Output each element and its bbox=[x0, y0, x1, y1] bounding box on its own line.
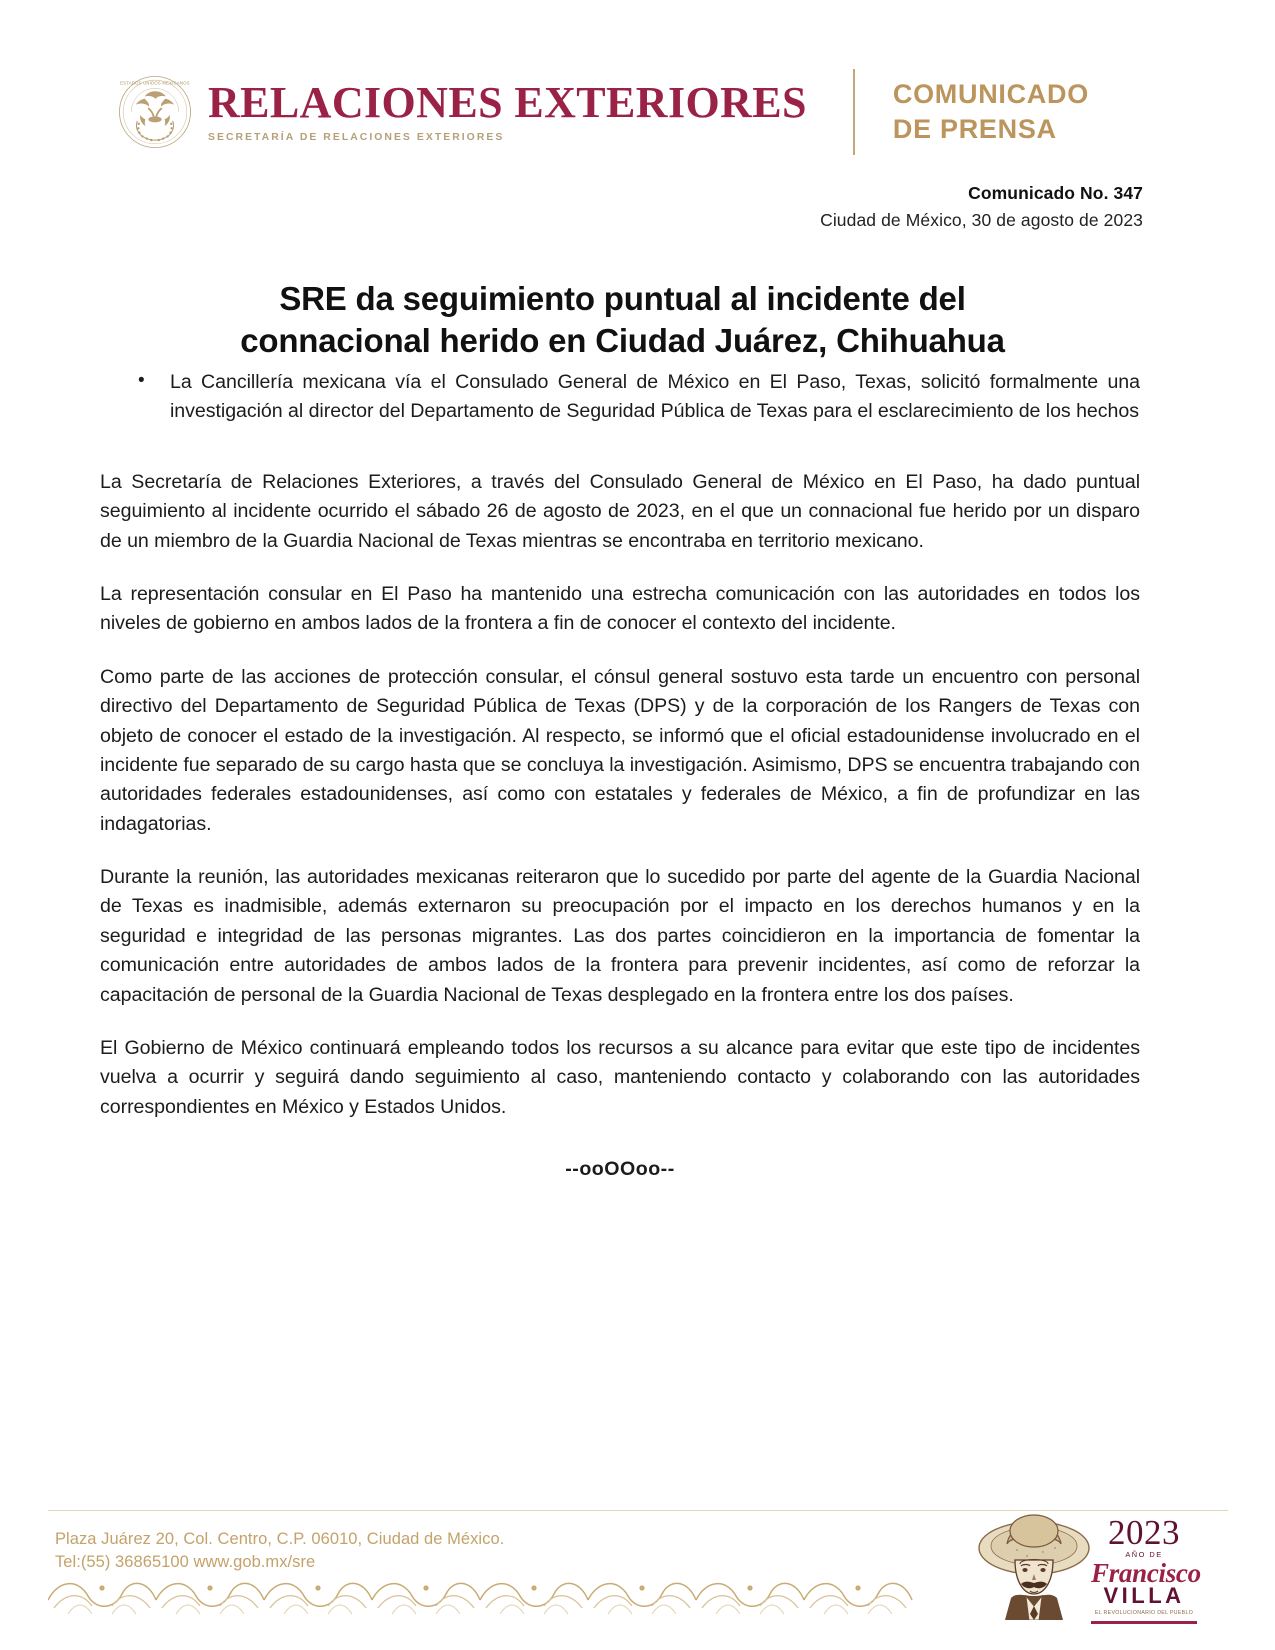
header-vertical-divider bbox=[853, 69, 855, 155]
villa-first-name: Francisco bbox=[1091, 1557, 1201, 1588]
communique-number: Comunicado No. 347 bbox=[968, 183, 1143, 203]
body-paragraph-4: Durante la reunión, las autoridades mexicanas reiteraron que lo sucedido por parte del agente de la Guardia Nacional de Texas es inadmisible, además externaron su preocupación por el impacto en los derechos humanos y en la seguridad e integridad de las personas migrantes. Las dos partes coincidieron en la importancia de fomentar la comunicación entre autoridades de ambos lados de la frontera para prevenir incidentes, así como de reforzar la capacitación de personal de la Guardia Nacional de Texas desplegado en la frontera entre los dos países. bbox=[100, 866, 1140, 1006]
body-paragraph-3: Como parte de las acciones de protección consular, el cónsul general sostuvo esta tarde un encuentro con personal directivo del Departamento de Seguridad Pública de Texas (DPS) y de la corporación de los Rangers de Texas con objeto de conocer el estado de la investigación. Al respecto, se informó que el oficial estadounidense involucrado en el incidente fue separado de su cargo hasta que se concluya la investigación. Asimismo, DPS se encuentra trabajando con autoridades federales estadounidenses, así como con estatales y federales de México, a fin de profundizar en las indagatorias. bbox=[100, 665, 1140, 835]
list-item: • La Cancillería mexicana vía el Consulado General de México en El Paso, Texas, solicitó formalmente una investigación al director del Departamento de Seguridad Pública de Texas para el esclarecimiento de los hechos bbox=[100, 368, 1140, 427]
document-body bbox=[100, 368, 1140, 1181]
villa-tagline: EL REVOLUCIONARIO DEL PUEBLO bbox=[1094, 1609, 1194, 1616]
body-paragraph-1: La Secretaría de Relaciones Exteriores, a través del Consulado General de México en El Paso, ha dado puntual seguimiento al incidente ocurrido el sábado 26 de agosto de 2023, en el que un connacional fue herido por un disparo de un miembro de la Guardia Nacional de Texas mientras se encontraba en territorio mexicano. bbox=[100, 470, 1140, 552]
villa-ano-de-label: AÑO DE bbox=[1125, 1550, 1163, 1560]
page-title-line-2: connacional herido en Ciudad Juárez, Chihuahua bbox=[240, 322, 1005, 360]
brand-title: RELACIONES EXTERIORES bbox=[208, 77, 807, 127]
villa-last-name: VILLA bbox=[1103, 1582, 1185, 1608]
francisco-villa-seal bbox=[977, 1482, 1201, 1632]
closing-mark: --ooOOoo-- bbox=[565, 1158, 675, 1181]
villa-accent-bar bbox=[1091, 1621, 1197, 1624]
document-header bbox=[0, 62, 1275, 162]
svg-text:ESTADOS UNIDOS MEXICANOS: ESTADOS UNIDOS MEXICANOS bbox=[120, 80, 190, 86]
villa-year: 2023 bbox=[1108, 1513, 1180, 1553]
document-type-line-1: COMUNICADO bbox=[892, 79, 1089, 110]
footer-contact-block bbox=[55, 1528, 504, 1575]
place-and-date: Ciudad de México, 30 de agosto de 2023 bbox=[820, 210, 1143, 231]
footer-address: Plaza Juárez 20, Col. Centro, C.P. 06010, Ciudad de México. bbox=[55, 1530, 505, 1548]
page-title-line-1: SRE da seguimiento puntual al incidente del bbox=[279, 280, 966, 318]
villa-seal-text bbox=[1091, 1513, 1201, 1616]
body-paragraph-2: La representación consular en El Paso ha mantenido una estrecha comunicación con las autoridades en todos los niveles de gobierno en ambos lados de la frontera a fin de conocer el contexto del incidente. bbox=[100, 582, 1140, 635]
francisco-villa-portrait-icon bbox=[977, 1490, 1092, 1620]
highlight-bullet-list bbox=[100, 368, 1140, 427]
footer-ornament bbox=[48, 1570, 948, 1616]
document-type-line-2: DE PRENSA bbox=[892, 114, 1057, 144]
document-type-block bbox=[893, 77, 1089, 146]
brand-lockup bbox=[118, 75, 807, 149]
footer-contact[interactable]: Tel:(55) 36865100 www.gob.mx/sre bbox=[55, 1553, 316, 1572]
body-paragraph-5: El Gobierno de México continuará empleando todos los recursos a su alcance para evitar que este tipo de incidentes vuelva a ocurrir y seguirá dando seguimiento al caso, manteniendo contacto y colaborando con las autoridades correspondientes en México y Estados Unidos. bbox=[100, 1037, 1140, 1118]
mexican-coat-of-arms-icon bbox=[118, 75, 192, 149]
document-footer bbox=[0, 1450, 1275, 1650]
page-title bbox=[100, 278, 1145, 362]
brand-text-block bbox=[208, 77, 807, 144]
brand-subtitle: SECRETARÍA DE RELACIONES EXTERIORES bbox=[208, 132, 505, 144]
document-meta bbox=[443, 180, 1143, 234]
